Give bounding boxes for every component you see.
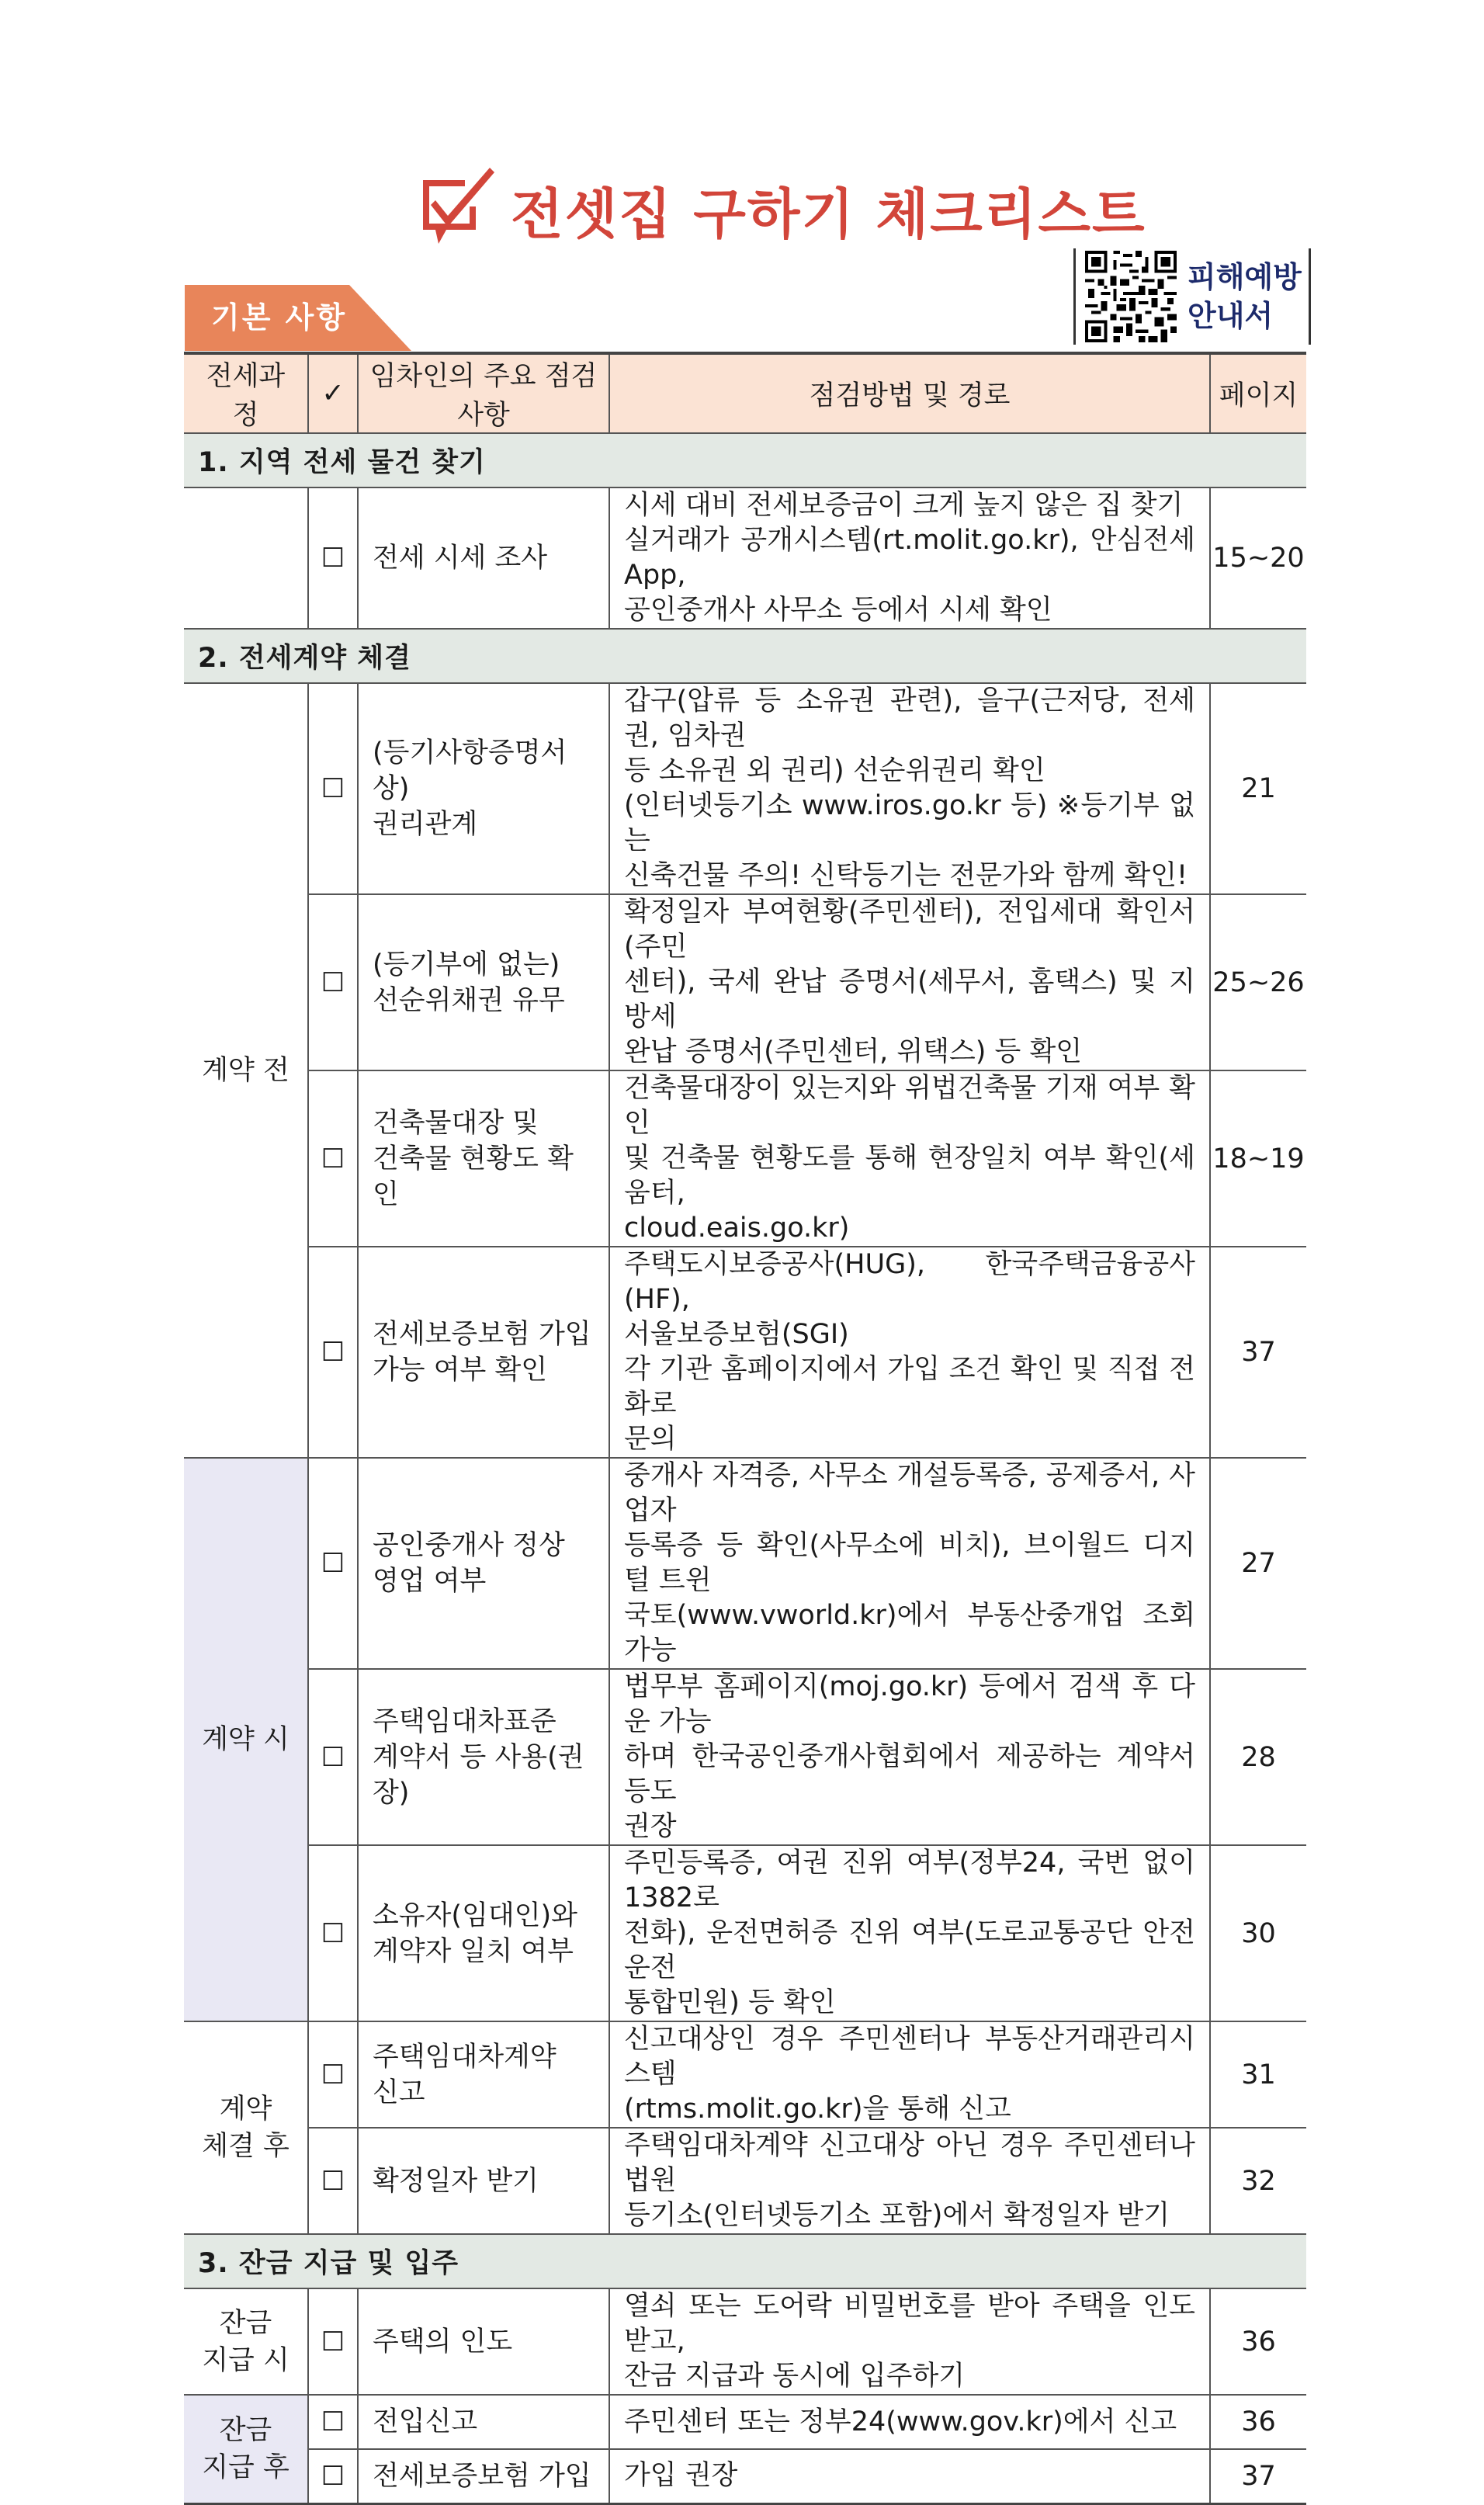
item-line: 공인중개사 정상 (373, 1530, 565, 1561)
section-row (184, 629, 1306, 683)
qr-guide-block[interactable] (1073, 248, 1311, 345)
item-line: 확정일자 받기 (373, 2165, 539, 2197)
section-title: 2. 전세계약 체결 (184, 629, 1306, 683)
stage-cell: 계약 전 (184, 683, 308, 1458)
method-line: 등록증 등 확인(사무소에 비치), 브이월드 디지털 트윈 (624, 1530, 1195, 1596)
method-line: 공인중개사 사무소 등에서 시세 확인 (624, 595, 1052, 626)
stage-cell (184, 2395, 308, 2503)
table-row (184, 2288, 1306, 2395)
qr-label-line1: 피해예방 (1188, 260, 1302, 294)
page-cell: 37 (1210, 2449, 1306, 2503)
item-line: 건축물 현황도 확인 (373, 1143, 574, 1210)
stage-line: 계약 (219, 2094, 272, 2125)
method-line: 중개사 자격증, 사무소 개설등록증, 공제증서, 사업자 (624, 1460, 1195, 1526)
method-line: 완납 증명서(주민센터, 위택스) 등 확인 (624, 1036, 1083, 1067)
method-line: 문의 (624, 1424, 677, 1455)
method-line: 신축건물 주의! 신탁등기는 전문가와 함께 확인! (624, 860, 1188, 891)
checkbox[interactable]: ☐ (308, 2449, 358, 2503)
item-line: (등기부에 없는) (373, 949, 560, 980)
method-line: 법무부 홈페이지(moj.go.kr) 등에서 검색 후 다운 가능 (624, 1671, 1195, 1737)
method-line: 건축물대장이 있는지와 위법건축물 기재 여부 확인 (624, 1073, 1195, 1139)
item-line: 주택임대차표준 (373, 1705, 556, 1737)
table-row (184, 1458, 1306, 1669)
table-row (184, 2449, 1306, 2503)
checkbox[interactable]: ☐ (308, 1458, 358, 1669)
checkbox[interactable]: ☐ (308, 2021, 358, 2128)
method-line: 각 기관 홈페이지에서 가입 조건 확인 및 직접 전화로 (624, 1354, 1195, 1420)
header-page: 페이지 (1210, 353, 1306, 433)
stage-line: 체결 후 (202, 2131, 290, 2162)
method-cell (609, 1669, 1210, 1845)
page-cell: 37 (1210, 1247, 1306, 1458)
page-cell: 25~26 (1210, 894, 1306, 1070)
method-cell (609, 2449, 1210, 2503)
table-row (184, 2021, 1306, 2128)
method-line: (인터넷등기소 www.iros.go.kr 등) ※등기부 없는 (624, 790, 1195, 856)
item-line: 소유자(임대인)와 (373, 1900, 577, 1931)
page-cell: 21 (1210, 683, 1306, 894)
header-item: 임차인의 주요 점검사항 (358, 353, 609, 433)
item-cell (358, 683, 609, 894)
header-stage: 전세과정 (184, 353, 308, 433)
item-line: 계약자 일치 여부 (373, 1935, 574, 1967)
method-line: 주택도시보증공사(HUG), 한국주택금융공사(HF), (624, 1249, 1195, 1315)
item-cell (358, 894, 609, 1070)
checkbox[interactable]: ☐ (308, 2288, 358, 2395)
table-row (184, 1247, 1306, 1458)
method-line: 가입 권장 (624, 2460, 738, 2492)
qr-code-icon[interactable] (1085, 251, 1177, 342)
table-row (184, 683, 1306, 894)
stage-cell (184, 2288, 308, 2395)
method-line: 열쇠 또는 도어락 비밀번호를 받아 주택을 인도받고, (624, 2291, 1195, 2357)
stage-line: 잔금 (219, 2414, 272, 2446)
method-cell (609, 2395, 1210, 2449)
item-line: 영업 여부 (373, 1566, 487, 1597)
method-line: 및 건축물 현황도를 통해 현장일치 여부 확인(세움터, (624, 1143, 1195, 1209)
method-cell (609, 487, 1210, 629)
item-line: 권리관계 (373, 809, 478, 840)
stage-line: 잔금 (219, 2307, 272, 2339)
page-cell: 30 (1210, 1845, 1306, 2021)
page-cell: 32 (1210, 2128, 1306, 2234)
checkbox[interactable]: ☐ (308, 487, 358, 629)
basic-info-tab (185, 285, 411, 351)
checkbox[interactable]: ☐ (308, 683, 358, 894)
method-cell (609, 1247, 1210, 1458)
item-line: 주택임대차계약 (373, 2041, 556, 2073)
method-line: 등 소유권 외 권리) 선순위권리 확인 (624, 755, 1045, 786)
checkbox[interactable]: ☐ (308, 2395, 358, 2449)
method-line: 주민센터 또는 정부24(www.gov.kr)에서 신고 (624, 2406, 1177, 2437)
item-line: 건축물대장 및 (373, 1107, 539, 1139)
item-line: 선순위채권 유무 (373, 984, 565, 1016)
table-row (184, 1845, 1306, 2021)
item-line: 계약서 등 사용(권장) (373, 1741, 584, 1809)
checkmark-icon (415, 163, 497, 256)
table-header-row (184, 353, 1306, 433)
method-cell (609, 2128, 1210, 2234)
method-line: (rtms.molit.go.kr)을 통해 신고 (624, 2094, 1011, 2125)
section-row (184, 2234, 1306, 2288)
table-row (184, 2395, 1306, 2449)
item-cell (358, 1458, 609, 1669)
checkbox[interactable]: ☐ (308, 894, 358, 1070)
method-line: 주택임대차계약 신고대상 아닌 경우 주민센터나 법원 (624, 2130, 1195, 2196)
item-line: 전세보증보험 가입 (373, 1319, 591, 1350)
section-title: 1. 지역 전세 물건 찾기 (184, 433, 1306, 487)
method-line: 서울보증보험(SGI) (624, 1319, 849, 1350)
method-cell (609, 1845, 1210, 2021)
method-cell (609, 683, 1210, 894)
item-cell (358, 1845, 609, 2021)
checklist-table (184, 352, 1306, 2505)
item-cell (358, 1247, 609, 1458)
checkbox[interactable]: ☐ (308, 1845, 358, 2021)
checkbox[interactable]: ☐ (308, 1070, 358, 1247)
method-cell (609, 2288, 1210, 2395)
table-row (184, 2128, 1306, 2234)
table-row (184, 1070, 1306, 1247)
item-cell (358, 2288, 609, 2395)
item-cell (358, 1070, 609, 1247)
page-title-block (415, 163, 1146, 256)
page-cell: 27 (1210, 1458, 1306, 1669)
item-cell (358, 2449, 609, 2503)
item-line: 전입신고 (373, 2406, 478, 2437)
item-line: 전세 시세 조사 (373, 543, 548, 574)
item-line: (등기사항증명서 상) (373, 737, 567, 804)
table-row (184, 487, 1306, 629)
method-line: 하며 한국공인중개사협회에서 제공하는 계약서 등도 (624, 1741, 1195, 1807)
method-line: 신고대상인 경우 주민센터나 부동산거래관리시스템 (624, 2024, 1195, 2090)
item-cell (358, 487, 609, 629)
item-cell (358, 2395, 609, 2449)
method-line: 확정일자 부여현황(주민센터), 전입세대 확인서(주민 (624, 897, 1195, 963)
method-cell (609, 2021, 1210, 2128)
page-cell: 28 (1210, 1669, 1306, 1845)
item-line: 전세보증보험 가입 (373, 2460, 591, 2492)
item-cell (358, 2021, 609, 2128)
method-cell (609, 894, 1210, 1070)
checkbox[interactable]: ☐ (308, 1247, 358, 1458)
tab-label: 기본 사항 (211, 300, 348, 335)
checkbox[interactable]: ☐ (308, 1669, 358, 1845)
method-line: cloud.eais.go.kr) (624, 1213, 850, 1244)
method-line: 전화), 운전면허증 진위 여부(도로교통공단 안전운전 (624, 1917, 1195, 1983)
table-row (184, 1669, 1306, 1845)
qr-label-line2: 안내서 (1188, 299, 1274, 333)
method-cell (609, 1458, 1210, 1669)
method-cell (609, 1070, 1210, 1247)
page-cell: 36 (1210, 2288, 1306, 2395)
checkbox[interactable]: ☐ (308, 2128, 358, 2234)
page-cell: 36 (1210, 2395, 1306, 2449)
page-title: 전셋집 구하기 체크리스트 (511, 182, 1146, 246)
table-row (184, 894, 1306, 1070)
qr-label (1188, 258, 1302, 335)
section-row (184, 433, 1306, 487)
page-cell: 18~19 (1210, 1070, 1306, 1247)
stage-cell (184, 2021, 308, 2234)
item-cell (358, 1669, 609, 1845)
method-line: 권장 (624, 1811, 677, 1842)
stage-cell: 계약 시 (184, 1458, 308, 2021)
page-cell: 31 (1210, 2021, 1306, 2128)
section-title: 3. 잔금 지급 및 입주 (184, 2234, 1306, 2288)
stage-cell (184, 487, 308, 629)
method-line: 시세 대비 전세보증금이 크게 높지 않은 집 찾기 (624, 490, 1184, 521)
method-line: 실거래가 공개시스템(rt.molit.go.kr), 안심전세App, (624, 525, 1195, 591)
stage-line: 지급 후 (202, 2451, 290, 2483)
item-cell (358, 2128, 609, 2234)
method-line: 잔금 지급과 동시에 입주하기 (624, 2361, 966, 2392)
method-line: 주민등록증, 여권 진위 여부(정부24, 국번 없이 1382로 (624, 1848, 1195, 1913)
header-check: ✓ (308, 353, 358, 433)
item-line: 신고 (373, 2077, 425, 2108)
page-cell: 15~20 (1210, 487, 1306, 629)
method-line: 센터), 국세 완납 증명서(세무서, 홈택스) 및 지방세 (624, 966, 1195, 1032)
method-line: 등기소(인터넷등기소 포함)에서 확정일자 받기 (624, 2200, 1170, 2231)
item-line: 주택의 인도 (373, 2326, 513, 2358)
method-line: 국토(www.vworld.kr)에서 부동산중개업 조회 가능 (624, 1600, 1195, 1666)
method-line: 통합민원) 등 확인 (624, 1987, 836, 2018)
header-method: 점검방법 및 경로 (609, 353, 1210, 433)
item-line: 가능 여부 확인 (373, 1355, 548, 1386)
method-line: 갑구(압류 등 소유권 관련), 을구(근저당, 전세권, 임차권 (624, 685, 1195, 751)
stage-line: 지급 시 (202, 2344, 290, 2376)
